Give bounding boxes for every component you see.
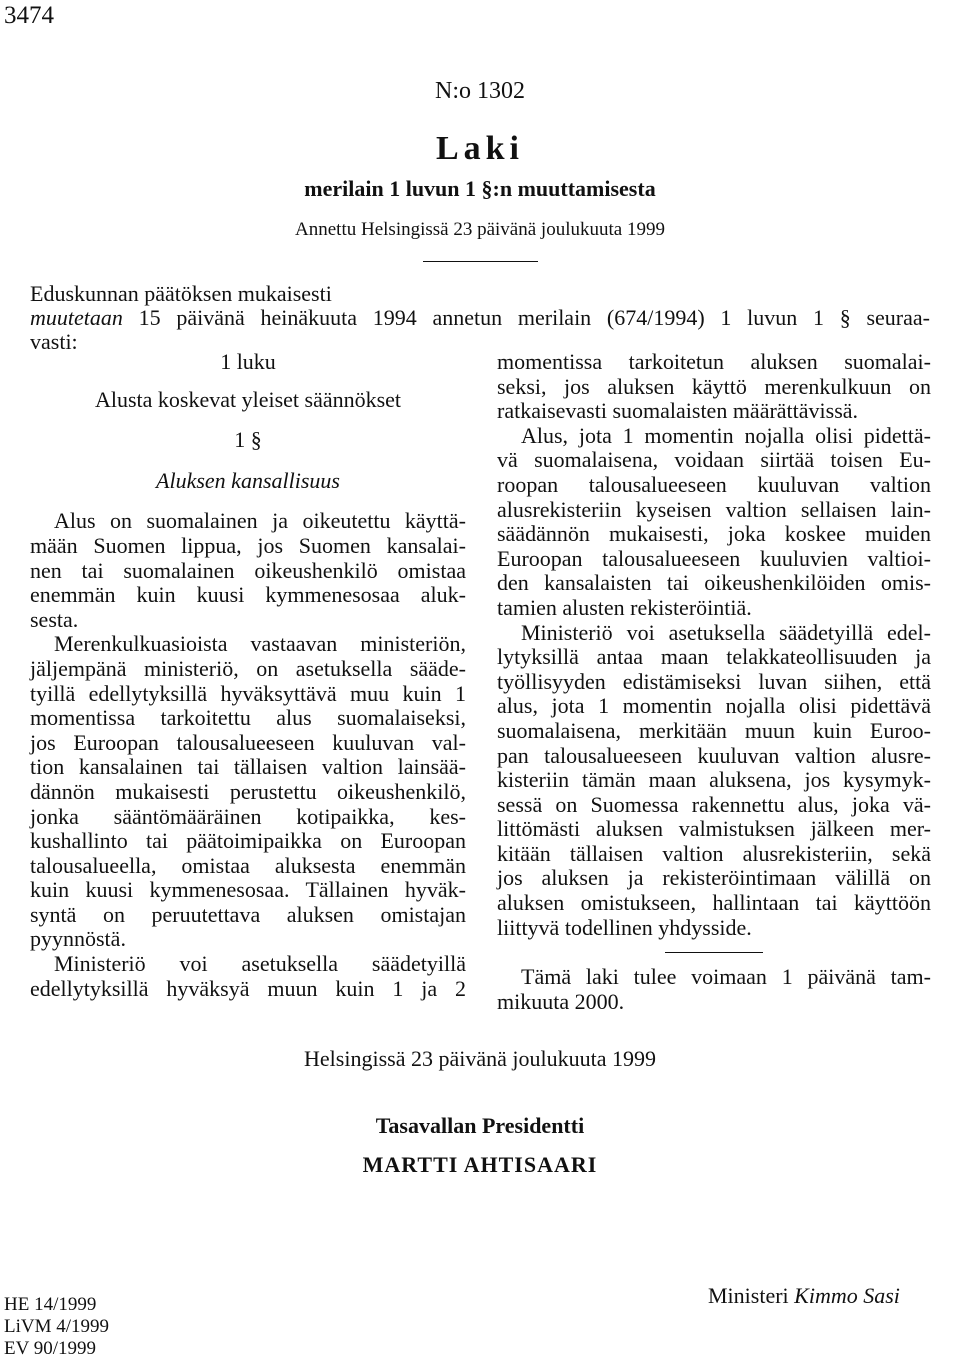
reference-item: HE 14/1999 bbox=[4, 1294, 97, 1315]
text-line: Merenkulkuasioista vastaavan ministeriön, bbox=[54, 631, 466, 657]
act-subtitle: merilain 1 luvun 1 §:n muuttamisesta bbox=[304, 176, 656, 201]
text-line: jos Euroopan talousalueeseen kuuluvan val- bbox=[30, 729, 466, 755]
chapter-number: 1 luku bbox=[220, 349, 276, 374]
text-line: Alus, jota 1 momentin nojalla olisi pidettä- bbox=[521, 422, 931, 448]
text-line: mään Suomen lippua, jos Suomen kansalai- bbox=[30, 532, 466, 558]
reference-item: LiVM 4/1999 bbox=[4, 1316, 110, 1337]
intro-line-3: vasti: bbox=[30, 329, 78, 354]
chapter-name: Alusta koskevat yleiset säännökset bbox=[94, 386, 402, 412]
left-paragraph-2 bbox=[30, 632, 466, 952]
text-line: sessä on Suomessa rakennettu alus, joka vä- bbox=[497, 791, 931, 817]
text-line: Euroopan talousalueeseen kuuluvien valtioi- bbox=[497, 545, 931, 571]
text-line: alusrekisteriin kyseisen valtion sellaisen lain- bbox=[497, 496, 931, 522]
text-line: momentissa tarkoitettu alus suomalaiseksi, bbox=[30, 705, 466, 731]
text-line: kushallinto tai päätoimipaikka on Euroopan bbox=[30, 828, 466, 854]
text-line: roopan talousalueeseen kuuluvan valtion bbox=[497, 471, 931, 497]
text-line: edellytyksillä hyväksyä muun kuin 1 ja 2 bbox=[30, 975, 466, 1001]
title-divider bbox=[423, 261, 538, 262]
text-line: vä suomalaisena, voidaan siirtää toisen Eu- bbox=[497, 447, 931, 473]
entry-into-force bbox=[497, 965, 931, 1014]
text-line: lytyksillä antaa maan telakkateollisuuden ja bbox=[497, 644, 931, 670]
text-line: momentissa tarkoitetun aluksen suomalai- bbox=[497, 349, 931, 374]
text-line: jos aluksen ja rekisteröintimaan välillä on bbox=[497, 865, 931, 891]
text-line: alus, jota 1 momentin nojalla olisi pidettävä bbox=[497, 693, 931, 719]
text-line: den kansalaisten tai oikeushenkilöiden omis- bbox=[497, 570, 931, 596]
right-paragraph-1 bbox=[497, 350, 931, 424]
left-column bbox=[30, 350, 466, 1001]
signatory-name: MARTTI AHTISAARI bbox=[362, 1152, 598, 1177]
text-line: pyynnöstä. bbox=[30, 926, 126, 952]
left-paragraph-1 bbox=[30, 509, 466, 632]
text-line: suomalaisena, merkitään muun kuin Euroo- bbox=[497, 717, 931, 743]
text-line: kitään tällaisen valtion alusrekisteriin, sekä bbox=[497, 840, 931, 866]
text-line: Ministeriö voi asetuksella säädetyillä bbox=[54, 951, 466, 977]
intro-line-2-rest: 15 päivänä heinäkuuta 1994 annetun merilain (674/1994) 1 luvun 1 § seuraa- bbox=[122, 305, 930, 330]
minister-label: Ministeri bbox=[708, 1283, 789, 1308]
text-line: dännön mukaisesti perustettu oikeushenkilö, bbox=[30, 778, 466, 804]
signatory-title: Tasavallan Presidentti bbox=[375, 1113, 585, 1138]
text-line: seksi, jos aluksen käyttö merenkulkuun on bbox=[497, 373, 931, 399]
intro-clause bbox=[30, 282, 930, 354]
given-date: Annettu Helsingissä 23 päivänä joulukuuta 1999 bbox=[295, 219, 665, 240]
intro-line-2 bbox=[30, 306, 930, 330]
page-number: 3474 bbox=[4, 2, 54, 29]
text-line: talousalueella, omistaa aluksesta enemmän bbox=[30, 852, 466, 878]
left-paragraph-3 bbox=[30, 952, 466, 1001]
text-line: tyillä edellytyksillä hyväksyttävä muu kuin 1 bbox=[30, 680, 466, 706]
section-title: Aluksen kansallisuus bbox=[156, 467, 340, 493]
text-line: kisteriin tämän maan aluksena, jos kysymyk- bbox=[497, 767, 931, 793]
right-column bbox=[497, 350, 931, 1014]
text-line: littömästi aluksen valmistuksen jälkeen mer- bbox=[497, 816, 931, 842]
text-line: pan talousalueeseen kuuluvan valtion alusre- bbox=[497, 742, 931, 768]
text-line: säädännön mukaisesti, joka koskee muiden bbox=[497, 521, 931, 547]
text-line: nen tai suomalainen oikeushenkilö omistaa bbox=[30, 557, 466, 583]
text-line: Ministeriö voi asetuksella säädetyillä edel- bbox=[521, 619, 931, 645]
text-line: syntä on peruutettava aluksen omistajan bbox=[30, 901, 466, 927]
text-line: jäljempänä ministeriö, on asetuksella sääde- bbox=[30, 655, 466, 681]
text-line: Alus on suomalainen ja oikeutettu käyttä- bbox=[54, 508, 466, 534]
act-title: Laki bbox=[435, 130, 525, 167]
text-line: työllisyyden edistämiseksi luvan siihen, että bbox=[497, 668, 931, 694]
text-line: mikuuta 2000. bbox=[497, 988, 625, 1014]
text-line: aluksen omistukseen, hallintaan tai käyttöön bbox=[497, 890, 931, 916]
right-paragraph-2 bbox=[497, 424, 931, 621]
text-line: tion kansalainen tai tällaisen valtion lainsää- bbox=[30, 754, 466, 780]
reference-item: EV 90/1999 bbox=[4, 1338, 97, 1359]
text-line: tamien alusten rekisteröintiä. bbox=[497, 594, 752, 620]
act-number: N:o 1302 bbox=[435, 78, 525, 104]
text-line: ratkaisevasti suomalaisten määrättävissä. bbox=[497, 398, 859, 424]
text-line: sesta. bbox=[30, 606, 79, 632]
intro-line-1: Eduskunnan päätöksen mukaisesti bbox=[30, 281, 332, 306]
text-line: kuin kuusi kymmenesosaa. Tällainen hyväk- bbox=[30, 877, 466, 903]
place-and-date: Helsingissä 23 päivänä joulukuuta 1999 bbox=[304, 1046, 656, 1071]
text-line: Tämä laki tulee voimaan 1 päivänä tam- bbox=[521, 964, 931, 990]
text-line: liittyvä todellinen yhdysside. bbox=[497, 914, 752, 940]
intro-keyword: muutetaan bbox=[30, 305, 123, 330]
legislative-references bbox=[4, 1294, 109, 1360]
entry-divider bbox=[665, 952, 763, 953]
section-number: 1 § bbox=[234, 427, 262, 453]
minister-name: Kimmo Sasi bbox=[794, 1283, 900, 1308]
text-line: enemmän kuin kuusi kymmenesosaa aluk- bbox=[30, 582, 466, 608]
right-paragraph-3 bbox=[497, 621, 931, 941]
text-line: jonka sääntömääräinen kotipaikka, kes- bbox=[30, 803, 466, 829]
minister-signature bbox=[708, 1283, 900, 1309]
